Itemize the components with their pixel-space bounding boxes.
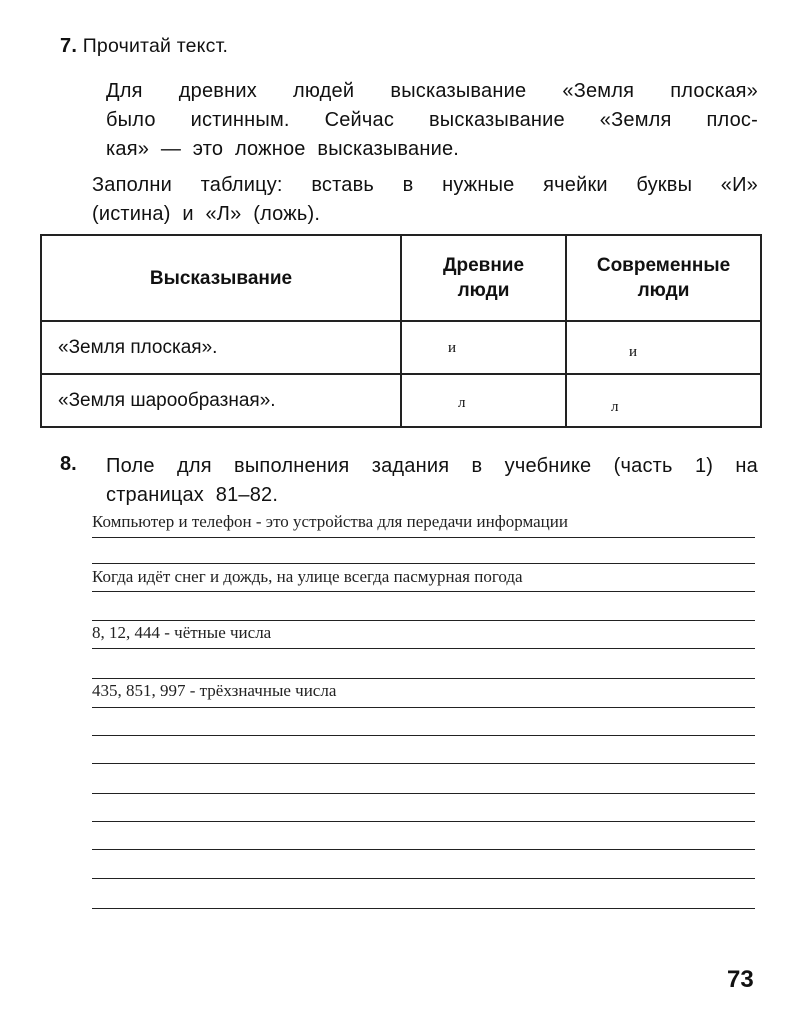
writing-line: [92, 793, 755, 794]
task7-instruction: [92, 171, 758, 229]
table-header-row: [41, 235, 761, 321]
instruction-line: (истина) и «Л» (ложь).: [92, 203, 321, 225]
text-line: было истинным. Сейчас высказывание «Земля плос-: [106, 109, 758, 131]
writing-line: [92, 735, 755, 736]
handwritten-answer: и: [448, 340, 457, 356]
writing-line: [92, 763, 755, 764]
table-row: [41, 374, 761, 427]
text-line: страницах 81–82.: [106, 484, 279, 506]
handwritten-answer: л: [611, 399, 619, 415]
header-ancient: [401, 235, 566, 321]
writing-line: [92, 707, 755, 708]
modern-cell[interactable]: [566, 321, 761, 374]
handwritten-answer: и: [629, 344, 638, 360]
truth-table: [40, 234, 762, 428]
header-modern: [566, 235, 761, 321]
ancient-cell[interactable]: [401, 374, 566, 427]
task8-text: [106, 452, 758, 510]
writing-line: [92, 620, 755, 621]
writing-line: [92, 648, 755, 649]
ancient-cell[interactable]: [401, 321, 566, 374]
writing-line: [92, 537, 755, 538]
task8-number: 8.: [60, 453, 77, 475]
task7-title: Прочитай текст.: [82, 35, 229, 57]
table-row: [41, 321, 761, 374]
page-number: 73: [727, 966, 754, 993]
answer-line[interactable]: Когда идёт снег и дождь, на улице всегда пасмурная погода: [92, 567, 523, 586]
writing-line: [92, 678, 755, 679]
header-ancient-label: Древние люди: [442, 255, 525, 301]
writing-line: [92, 563, 755, 564]
answer-line[interactable]: 8, 12, 444 - чётные числа: [92, 623, 272, 642]
text-line: Для древних людей высказывание «Земля плоская»: [106, 80, 758, 102]
task7-heading: [60, 35, 228, 58]
header-modern-label: Современные люди: [596, 255, 731, 301]
writing-line: [92, 908, 755, 909]
answer-line[interactable]: Компьютер и телефон - это устройства для передачи информации: [92, 512, 568, 531]
writing-line: [92, 878, 755, 879]
writing-line: [92, 591, 755, 592]
handwritten-answer: л: [458, 395, 466, 411]
writing-line: [92, 821, 755, 822]
modern-cell[interactable]: [566, 374, 761, 427]
text-line: кая» — это ложное высказывание.: [106, 138, 460, 160]
task7-number: 7.: [60, 35, 78, 57]
statement-cell: «Земля шарообразная».: [41, 374, 401, 427]
header-statement: Высказывание: [41, 235, 401, 321]
answer-line[interactable]: 435, 851, 997 - трёхзначные числа: [92, 681, 337, 700]
instruction-line: Заполни таблицу: вставь в нужные ячейки буквы «И»: [92, 174, 758, 196]
writing-line: [92, 849, 755, 850]
statement-cell: «Земля плоская».: [41, 321, 401, 374]
task7-text: [106, 77, 758, 164]
text-line: Поле для выполнения задания в учебнике (часть 1) на: [106, 455, 758, 477]
